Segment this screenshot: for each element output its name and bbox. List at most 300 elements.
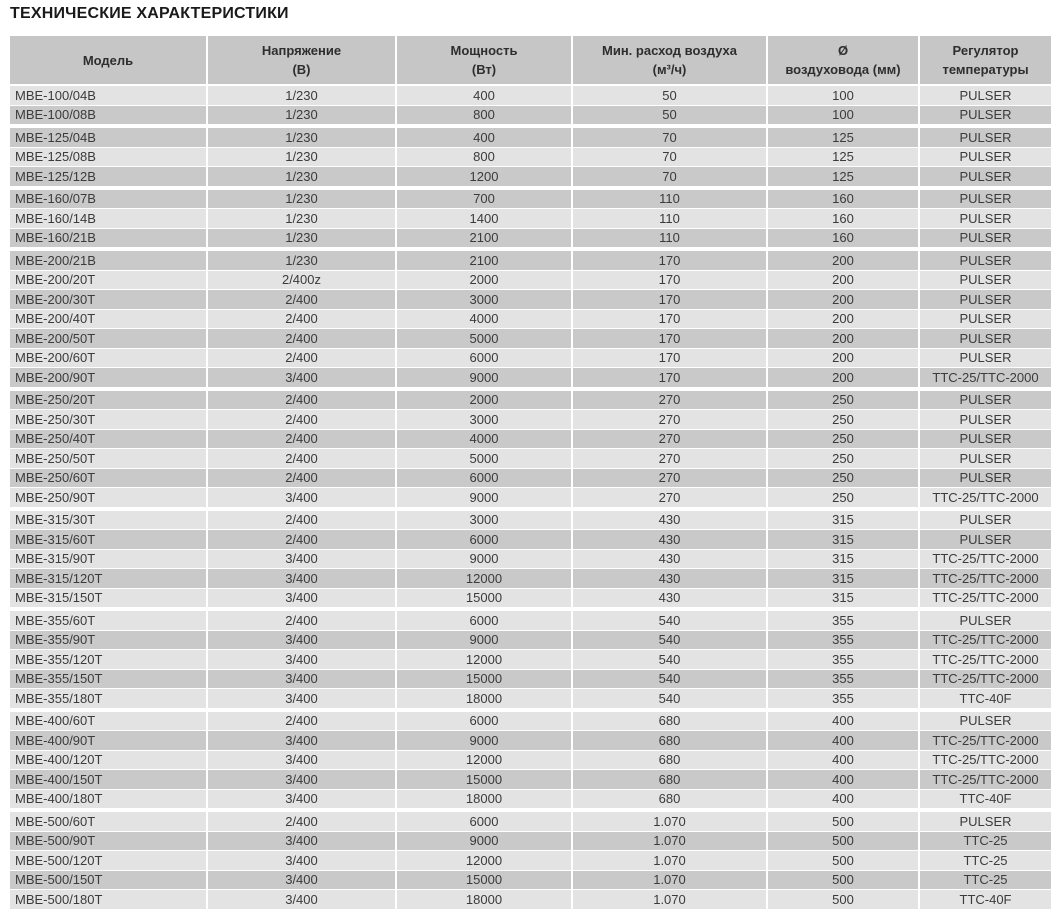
cell-diameter: 355 [768, 650, 918, 669]
cell-model: MBE-315/120T [10, 569, 206, 588]
column-header-model-line1: Модель [82, 52, 134, 68]
table-row [10, 290, 1051, 309]
cell-regulator: TTC-25/TTC-2000 [920, 770, 1051, 789]
cell-regulator: PULSER [920, 611, 1051, 630]
cell-diameter: 160 [768, 190, 918, 209]
cell-model: MBE-250/40T [10, 430, 206, 449]
cell-voltage: 3/400 [208, 871, 395, 890]
cell-regulator: TTC-25/TTC-2000 [920, 631, 1051, 650]
cell-regulator: TTC-40F [920, 790, 1051, 809]
cell-regulator: TTC-25/TTC-2000 [920, 368, 1051, 387]
cell-regulator: PULSER [920, 329, 1051, 348]
cell-model: MBE-400/90T [10, 731, 206, 750]
cell-model: MBE-400/60T [10, 712, 206, 731]
cell-diameter: 250 [768, 469, 918, 488]
cell-diameter: 160 [768, 209, 918, 228]
cell-power: 9000 [397, 550, 571, 569]
cell-airflow: 270 [573, 469, 766, 488]
table-row [10, 890, 1051, 909]
cell-airflow: 170 [573, 310, 766, 329]
table-row [10, 430, 1051, 449]
cell-model: MBE-315/90T [10, 550, 206, 569]
cell-diameter: 500 [768, 871, 918, 890]
cell-regulator: PULSER [920, 86, 1051, 105]
cell-diameter: 125 [768, 128, 918, 147]
column-header-airflow-line2: (м³/ч) [652, 62, 687, 77]
page-title: ТЕХНИЧЕСКИЕ ХАРАКТЕРИСТИКИ [10, 5, 289, 22]
cell-model: MBE-125/04B [10, 128, 206, 147]
table-row [10, 611, 1051, 630]
cell-model: MBE-250/60T [10, 469, 206, 488]
cell-airflow: 70 [573, 128, 766, 147]
cell-power: 9000 [397, 631, 571, 650]
cell-power: 1200 [397, 167, 571, 186]
cell-model: MBE-200/21B [10, 251, 206, 270]
cell-voltage: 1/230 [208, 251, 395, 270]
cell-power: 800 [397, 148, 571, 167]
cell-voltage: 2/400 [208, 329, 395, 348]
cell-airflow: 50 [573, 106, 766, 125]
cell-model: MBE-200/40T [10, 310, 206, 329]
cell-model: MBE-400/120T [10, 751, 206, 770]
cell-voltage: 3/400 [208, 488, 395, 507]
cell-regulator: TTC-25 [920, 832, 1051, 851]
cell-airflow: 540 [573, 650, 766, 669]
cell-model: MBE-500/90T [10, 832, 206, 851]
cell-power: 6000 [397, 611, 571, 630]
table-row [10, 329, 1051, 348]
cell-airflow: 1.070 [573, 890, 766, 909]
cell-regulator: PULSER [920, 310, 1051, 329]
cell-power: 12000 [397, 650, 571, 669]
cell-regulator: PULSER [920, 410, 1051, 429]
cell-power: 800 [397, 106, 571, 125]
cell-regulator: PULSER [920, 229, 1051, 248]
table-row [10, 310, 1051, 329]
cell-power: 4000 [397, 430, 571, 449]
cell-power: 18000 [397, 790, 571, 809]
cell-model: MBE-100/04B [10, 86, 206, 105]
table-row [10, 569, 1051, 588]
column-header-regulator-line1: Регулятор [952, 43, 1019, 58]
model-group [10, 86, 1051, 124]
table-row [10, 689, 1051, 708]
cell-power: 15000 [397, 589, 571, 608]
cell-power: 400 [397, 86, 571, 105]
cell-diameter: 500 [768, 832, 918, 851]
cell-voltage: 3/400 [208, 890, 395, 909]
table-row [10, 812, 1051, 831]
table-row [10, 106, 1051, 125]
cell-diameter: 400 [768, 731, 918, 750]
cell-regulator: PULSER [920, 271, 1051, 290]
model-group [10, 391, 1051, 507]
cell-regulator: PULSER [920, 469, 1051, 488]
cell-diameter: 200 [768, 310, 918, 329]
cell-model: MBE-250/50T [10, 449, 206, 468]
cell-model: MBE-200/60T [10, 349, 206, 368]
cell-voltage: 2/400 [208, 611, 395, 630]
cell-model: MBE-200/30T [10, 290, 206, 309]
cell-diameter: 315 [768, 550, 918, 569]
cell-voltage: 1/230 [208, 167, 395, 186]
cell-power: 6000 [397, 349, 571, 368]
column-header-airflow-line1: Мин. расход воздуха [602, 43, 737, 58]
cell-airflow: 1.070 [573, 812, 766, 831]
table-row [10, 271, 1051, 290]
cell-model: MBE-355/150T [10, 670, 206, 689]
cell-airflow: 680 [573, 731, 766, 750]
cell-diameter: 125 [768, 167, 918, 186]
model-group [10, 812, 1051, 909]
cell-voltage: 3/400 [208, 650, 395, 669]
cell-power: 6000 [397, 712, 571, 731]
cell-voltage: 3/400 [208, 832, 395, 851]
cell-voltage: 2/400 [208, 410, 395, 429]
column-header-diameter-line1: Ø [837, 43, 849, 58]
cell-voltage: 1/230 [208, 229, 395, 248]
cell-diameter: 400 [768, 712, 918, 731]
cell-diameter: 355 [768, 631, 918, 650]
cell-diameter: 100 [768, 86, 918, 105]
cell-diameter: 200 [768, 349, 918, 368]
table-row [10, 251, 1051, 270]
table-header [10, 36, 1051, 84]
table-row [10, 751, 1051, 770]
cell-diameter: 500 [768, 851, 918, 870]
cell-voltage: 3/400 [208, 569, 395, 588]
table-row [10, 790, 1051, 809]
cell-voltage: 3/400 [208, 751, 395, 770]
cell-diameter: 500 [768, 812, 918, 831]
cell-airflow: 270 [573, 449, 766, 468]
cell-airflow: 680 [573, 790, 766, 809]
model-group [10, 712, 1051, 809]
cell-diameter: 315 [768, 511, 918, 530]
cell-power: 12000 [397, 851, 571, 870]
cell-airflow: 540 [573, 670, 766, 689]
column-header-power-line1: Мощность [450, 43, 518, 58]
model-group [10, 128, 1051, 186]
cell-regulator: TTC-25 [920, 871, 1051, 890]
cell-model: MBE-160/14B [10, 209, 206, 228]
cell-regulator: TTC-25/TTC-2000 [920, 589, 1051, 608]
cell-model: MBE-315/30T [10, 511, 206, 530]
cell-model: MBE-100/08B [10, 106, 206, 125]
cell-model: MBE-125/12B [10, 167, 206, 186]
table-row [10, 670, 1051, 689]
table-row [10, 550, 1051, 569]
cell-voltage: 2/400 [208, 812, 395, 831]
cell-power: 3000 [397, 410, 571, 429]
cell-power: 2000 [397, 271, 571, 290]
table-row [10, 731, 1051, 750]
column-header-airflow [573, 36, 766, 84]
cell-voltage: 1/230 [208, 128, 395, 147]
cell-voltage: 1/230 [208, 148, 395, 167]
cell-regulator: PULSER [920, 190, 1051, 209]
cell-voltage: 3/400 [208, 550, 395, 569]
table-row [10, 209, 1051, 228]
cell-power: 9000 [397, 832, 571, 851]
cell-voltage: 2/400 [208, 349, 395, 368]
cell-diameter: 100 [768, 106, 918, 125]
cell-model: MBE-315/150T [10, 589, 206, 608]
cell-diameter: 355 [768, 689, 918, 708]
cell-diameter: 400 [768, 770, 918, 789]
cell-airflow: 270 [573, 430, 766, 449]
cell-model: MBE-355/90T [10, 631, 206, 650]
cell-airflow: 1.070 [573, 871, 766, 890]
cell-regulator: PULSER [920, 209, 1051, 228]
column-header-power-line2: (Вт) [471, 62, 497, 77]
cell-power: 9000 [397, 731, 571, 750]
cell-power: 400 [397, 128, 571, 147]
cell-power: 12000 [397, 751, 571, 770]
cell-power: 15000 [397, 770, 571, 789]
cell-model: MBE-250/30T [10, 410, 206, 429]
cell-voltage: 3/400 [208, 851, 395, 870]
cell-airflow: 430 [573, 530, 766, 549]
cell-diameter: 355 [768, 611, 918, 630]
cell-power: 2100 [397, 229, 571, 248]
table-row [10, 128, 1051, 147]
cell-diameter: 250 [768, 410, 918, 429]
cell-diameter: 400 [768, 790, 918, 809]
column-header-model [10, 36, 206, 84]
cell-model: MBE-400/180T [10, 790, 206, 809]
cell-voltage: 2/400 [208, 511, 395, 530]
table-row [10, 410, 1051, 429]
table-row [10, 650, 1051, 669]
cell-model: MBE-200/90T [10, 368, 206, 387]
cell-regulator: TTC-40F [920, 890, 1051, 909]
cell-airflow: 110 [573, 209, 766, 228]
cell-model: MBE-250/20T [10, 391, 206, 410]
cell-voltage: 1/230 [208, 190, 395, 209]
cell-diameter: 315 [768, 569, 918, 588]
cell-power: 18000 [397, 689, 571, 708]
cell-diameter: 250 [768, 391, 918, 410]
cell-diameter: 250 [768, 449, 918, 468]
cell-power: 5000 [397, 329, 571, 348]
cell-diameter: 200 [768, 271, 918, 290]
cell-power: 700 [397, 190, 571, 209]
cell-regulator: TTC-25/TTC-2000 [920, 670, 1051, 689]
column-header-voltage [208, 36, 395, 84]
cell-airflow: 1.070 [573, 851, 766, 870]
table-body [10, 86, 1051, 909]
cell-voltage: 3/400 [208, 731, 395, 750]
cell-airflow: 1.070 [573, 832, 766, 851]
cell-model: MBE-125/08B [10, 148, 206, 167]
cell-airflow: 680 [573, 751, 766, 770]
cell-regulator: PULSER [920, 812, 1051, 831]
cell-regulator: TTC-40F [920, 689, 1051, 708]
cell-regulator: PULSER [920, 511, 1051, 530]
cell-diameter: 250 [768, 488, 918, 507]
cell-diameter: 355 [768, 670, 918, 689]
model-group [10, 511, 1051, 608]
cell-diameter: 250 [768, 430, 918, 449]
table-row [10, 589, 1051, 608]
cell-airflow: 70 [573, 148, 766, 167]
cell-model: MBE-500/60T [10, 812, 206, 831]
cell-voltage: 3/400 [208, 770, 395, 789]
cell-airflow: 430 [573, 511, 766, 530]
cell-voltage: 2/400 [208, 469, 395, 488]
cell-airflow: 270 [573, 391, 766, 410]
model-group [10, 611, 1051, 708]
cell-voltage: 2/400z [208, 271, 395, 290]
cell-voltage: 2/400 [208, 391, 395, 410]
table-row [10, 449, 1051, 468]
cell-regulator: TTC-25/TTC-2000 [920, 650, 1051, 669]
table-row [10, 511, 1051, 530]
cell-model: MBE-355/60T [10, 611, 206, 630]
cell-power: 1400 [397, 209, 571, 228]
column-header-regulator [920, 36, 1051, 84]
cell-regulator: PULSER [920, 391, 1051, 410]
cell-diameter: 200 [768, 251, 918, 270]
cell-voltage: 2/400 [208, 430, 395, 449]
cell-diameter: 200 [768, 329, 918, 348]
cell-power: 6000 [397, 812, 571, 831]
cell-model: MBE-200/20T [10, 271, 206, 290]
cell-voltage: 3/400 [208, 670, 395, 689]
cell-airflow: 680 [573, 770, 766, 789]
table-row [10, 469, 1051, 488]
table-row [10, 190, 1051, 209]
cell-voltage: 2/400 [208, 310, 395, 329]
cell-airflow: 110 [573, 190, 766, 209]
cell-regulator: PULSER [920, 290, 1051, 309]
cell-regulator: PULSER [920, 251, 1051, 270]
table-row [10, 148, 1051, 167]
cell-voltage: 1/230 [208, 209, 395, 228]
cell-voltage: 3/400 [208, 368, 395, 387]
cell-diameter: 315 [768, 589, 918, 608]
cell-regulator: TTC-25/TTC-2000 [920, 569, 1051, 588]
cell-power: 4000 [397, 310, 571, 329]
cell-model: MBE-315/60T [10, 530, 206, 549]
column-header-voltage-line1: Напряжение [261, 43, 342, 58]
cell-regulator: PULSER [920, 449, 1051, 468]
table-row [10, 631, 1051, 650]
cell-airflow: 170 [573, 329, 766, 348]
table-row [10, 488, 1051, 507]
cell-power: 15000 [397, 871, 571, 890]
cell-model: MBE-200/50T [10, 329, 206, 348]
cell-power: 9000 [397, 488, 571, 507]
cell-voltage: 3/400 [208, 631, 395, 650]
cell-airflow: 50 [573, 86, 766, 105]
cell-regulator: PULSER [920, 349, 1051, 368]
cell-power: 3000 [397, 290, 571, 309]
cell-airflow: 270 [573, 488, 766, 507]
cell-regulator: TTC-25/TTC-2000 [920, 550, 1051, 569]
cell-airflow: 170 [573, 349, 766, 368]
table-row [10, 832, 1051, 851]
cell-airflow: 540 [573, 631, 766, 650]
column-header-voltage-line2: (В) [292, 62, 311, 77]
cell-airflow: 270 [573, 410, 766, 429]
column-header-diameter-line2: воздуховода (мм) [785, 62, 901, 77]
cell-airflow: 430 [573, 589, 766, 608]
cell-voltage: 3/400 [208, 689, 395, 708]
cell-voltage: 2/400 [208, 290, 395, 309]
cell-regulator: TTC-25/TTC-2000 [920, 731, 1051, 750]
table-row [10, 368, 1051, 387]
cell-airflow: 170 [573, 368, 766, 387]
cell-airflow: 170 [573, 251, 766, 270]
cell-model: MBE-500/180T [10, 890, 206, 909]
cell-power: 18000 [397, 890, 571, 909]
cell-airflow: 110 [573, 229, 766, 248]
cell-airflow: 170 [573, 290, 766, 309]
cell-regulator: TTC-25/TTC-2000 [920, 751, 1051, 770]
cell-voltage: 3/400 [208, 589, 395, 608]
column-header-diameter [768, 36, 918, 84]
cell-diameter: 200 [768, 368, 918, 387]
cell-power: 12000 [397, 569, 571, 588]
cell-model: MBE-500/150T [10, 871, 206, 890]
cell-power: 6000 [397, 469, 571, 488]
table-row [10, 86, 1051, 105]
cell-power: 3000 [397, 511, 571, 530]
cell-model: MBE-355/120T [10, 650, 206, 669]
cell-model: MBE-250/90T [10, 488, 206, 507]
column-header-regulator-line2: температуры [942, 62, 1029, 77]
cell-power: 9000 [397, 368, 571, 387]
cell-diameter: 160 [768, 229, 918, 248]
cell-regulator: TTC-25 [920, 851, 1051, 870]
cell-regulator: PULSER [920, 712, 1051, 731]
cell-airflow: 70 [573, 167, 766, 186]
cell-voltage: 3/400 [208, 790, 395, 809]
cell-airflow: 170 [573, 271, 766, 290]
cell-voltage: 2/400 [208, 530, 395, 549]
cell-diameter: 125 [768, 148, 918, 167]
cell-airflow: 430 [573, 550, 766, 569]
cell-model: MBE-500/120T [10, 851, 206, 870]
table-row [10, 167, 1051, 186]
table-row [10, 349, 1051, 368]
table-row [10, 229, 1051, 248]
cell-regulator: PULSER [920, 148, 1051, 167]
cell-diameter: 315 [768, 530, 918, 549]
cell-model: MBE-160/07B [10, 190, 206, 209]
model-group [10, 190, 1051, 248]
cell-diameter: 500 [768, 890, 918, 909]
table-row [10, 851, 1051, 870]
cell-regulator: PULSER [920, 167, 1051, 186]
cell-power: 6000 [397, 530, 571, 549]
cell-voltage: 2/400 [208, 449, 395, 468]
cell-model: MBE-400/150T [10, 770, 206, 789]
table-row [10, 530, 1051, 549]
column-header-power [397, 36, 571, 84]
cell-regulator: TTC-25/TTC-2000 [920, 488, 1051, 507]
cell-regulator: PULSER [920, 530, 1051, 549]
cell-airflow: 680 [573, 712, 766, 731]
cell-regulator: PULSER [920, 106, 1051, 125]
cell-model: MBE-160/21B [10, 229, 206, 248]
cell-power: 5000 [397, 449, 571, 468]
table-row [10, 871, 1051, 890]
model-group [10, 251, 1051, 387]
spec-table [10, 36, 1051, 910]
